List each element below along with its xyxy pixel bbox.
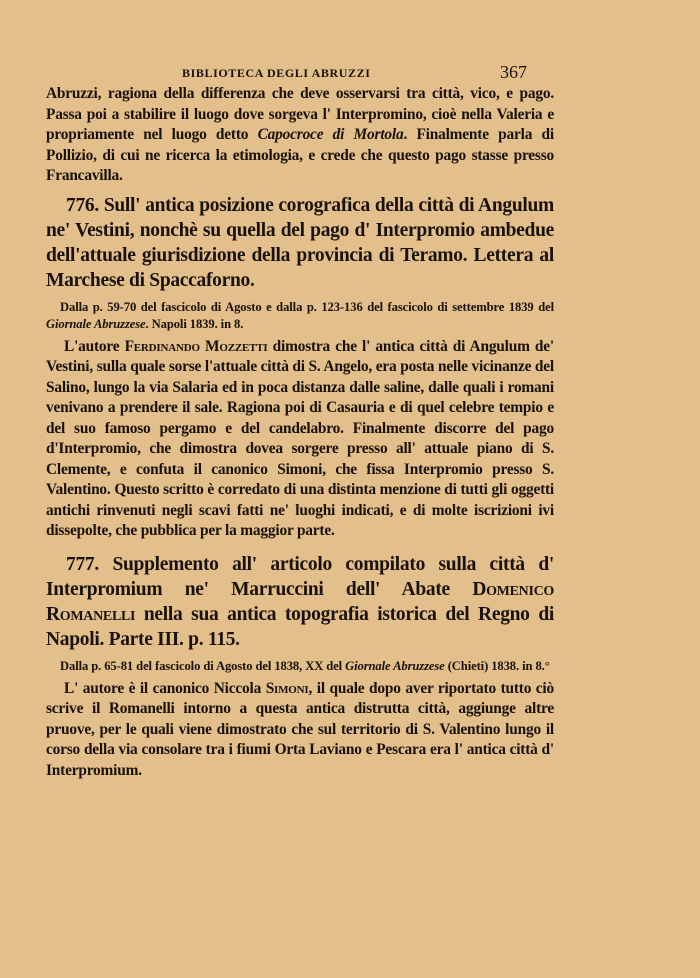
- source-text-end: . Napoli 1839. in 8.: [145, 316, 244, 331]
- entry-title: [46, 193, 554, 293]
- entry-title-text-end: nella sua antica topografia istorica del Regno di Napoli. Parte III. p. 115.: [46, 603, 554, 650]
- place-name-italic: Capocroce di Mortola: [257, 126, 404, 143]
- journal-name: Giornale Abruzzese: [46, 316, 146, 331]
- page-number: 367: [500, 62, 527, 82]
- continuation-text-end: . Finalmente parla di Pollizio, di cui ne ricerca la etimologia, e crede che questo pago stasse presso Francavilla.: [46, 126, 554, 184]
- entry-title-text: Supplemento all' articolo compilato sulla città d' Interpromium ne' Marruccini dell' Abate: [46, 553, 555, 600]
- desc-text-end: dimostra che l' antica città di Angulum de' Vestini, sulla quale sorse l'attuale città di S. Angelo, era posta nelle vicinanze del Salino, lungo la via Salaria ed in poca distanza dalle saline, dalle quali i romani venivano a prendere il sale. Ragiona poi di Casauria e di quel celebre tempio e del suo famoso pergamo e del candelabro. Finalmente discorre del pago d'Interpromio, che dimostra dovea sorgere presso all' attuale piano di S. Clemente, e confuta il canonico Simoni, che fissa Interpromio presso S. Valentino. Questo scritto è corredato di una distinta menzione di tutti gli oggetti antichi rinvenuti negli scavi fatti ne' luoghi indicati, e di molte iscrizioni ivi dissepolte, che pubblica per la maggior parte.: [46, 337, 554, 539]
- entry-number: 776.: [66, 194, 99, 216]
- author-name: Ferdinando Mozzetti: [124, 337, 268, 355]
- entry-source: [46, 299, 554, 333]
- source-text-end: (Chieti) 1838. in 8.°: [444, 658, 550, 673]
- entry-description: [46, 337, 554, 542]
- entry-777: [46, 552, 554, 782]
- desc-text: L'autore: [64, 337, 125, 355]
- entry-776: [46, 193, 554, 542]
- running-title: BIBLIOTECA DEGLI ABRUZZI: [182, 66, 371, 80]
- journal-name: Giornale Abruzzese: [345, 658, 445, 673]
- desc-text: L' autore è il canonico Niccola: [64, 679, 266, 697]
- entry-number: 777.: [66, 553, 99, 575]
- entry-title: [46, 552, 554, 652]
- entry-title-text: Sull' antica posizione corografica della città di Angulum ne' Vestini, nonchè su quella del pago d' Interpromio ambedue dell'attuale giurisdizione della provincia di Teramo. Lettera al Marchese di Spaccaforno.: [46, 194, 554, 291]
- author-name: Simoni: [265, 679, 309, 697]
- desc-text-end: , il quale dopo aver riportato tutto ciò scrive il Romanelli intorno a questa antica distrutta città, aggiunge altre pruove, per le quali viene dimostrato che sul territorio di S. Valentino lungo il corso della via consolare tra i fiumi Orta Laviano e Pescara era l' antica città d' Interpromium.: [46, 679, 555, 779]
- source-text: Dalla p. 65-81 del fascicolo di Agosto del 1838, XX del: [60, 658, 346, 673]
- continuation-text: Abruzzi, ragiona della differenza che deve osservarsi tra città, vico, e pago. Passa poi a stabilire il luogo dove sorgeva l' Interpromino, cioè nella Valeria e propriamente nel luogo detto: [46, 85, 554, 143]
- entry-description: [46, 679, 554, 782]
- source-text: Dalla p. 59-70 del fascicolo di Agosto e dalla p. 123-136 del fascicolo di settembre 1839 del: [60, 299, 554, 314]
- book-page: [46, 62, 554, 781]
- continuation-paragraph: [46, 84, 554, 187]
- author-name: Domenico Romanelli: [46, 578, 554, 625]
- page-header: [46, 62, 554, 84]
- entry-source: [46, 658, 554, 675]
